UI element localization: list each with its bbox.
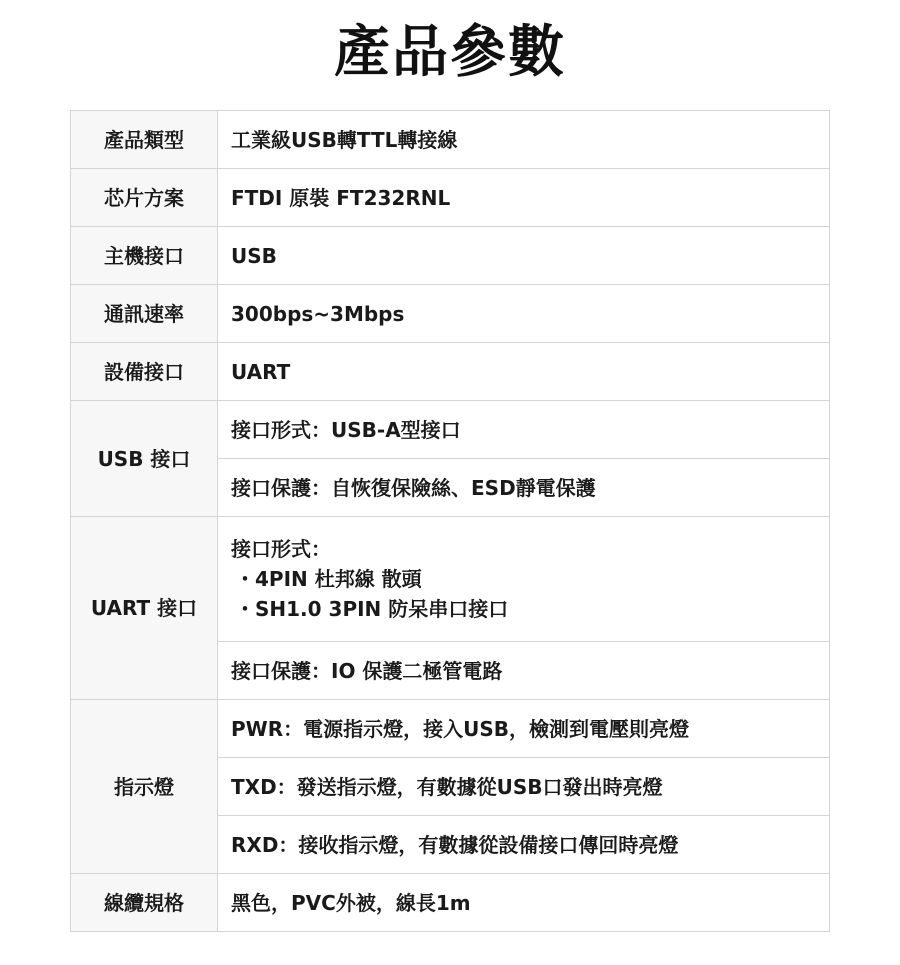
page-title: 產品參數	[334, 20, 566, 85]
table-row	[71, 874, 830, 932]
row-label: 通訊速率	[71, 285, 218, 343]
row-label: USB 接口	[71, 401, 218, 517]
uart-form-title: 接口形式：	[231, 537, 331, 561]
uart-form-item: ・SH1.0 3PIN 防呆串口接口	[235, 597, 509, 621]
table-row	[71, 111, 830, 169]
uart-form-item: ・4PIN 杜邦線 散頭	[235, 567, 422, 591]
table-row	[71, 343, 830, 401]
row-value: 接口保護：自恢復保險絲、ESD靜電保護	[218, 459, 830, 517]
row-label: 產品類型	[71, 111, 218, 169]
table-row	[71, 227, 830, 285]
row-value	[218, 517, 830, 642]
row-value: FTDI 原裝 FT232RNL	[218, 169, 830, 227]
row-label: UART 接口	[71, 517, 218, 700]
row-label: 芯片方案	[71, 169, 218, 227]
row-label: 線纜規格	[71, 874, 218, 932]
row-value: 300bps~3Mbps	[218, 285, 830, 343]
row-value: PWR：電源指示燈，接入USB，檢測到電壓則亮燈	[218, 700, 830, 758]
table-row	[71, 169, 830, 227]
row-value: USB	[218, 227, 830, 285]
row-value: 接口保護：IO 保護二極管電路	[218, 642, 830, 700]
row-label: 指示燈	[71, 700, 218, 874]
row-label: 設備接口	[71, 343, 218, 401]
table-row	[71, 517, 830, 642]
row-value: 工業級USB轉TTL轉接線	[218, 111, 830, 169]
table-row	[71, 285, 830, 343]
spec-table	[70, 110, 830, 932]
row-label: 主機接口	[71, 227, 218, 285]
table-row	[71, 401, 830, 459]
row-value: 黑色，PVC外被，線長1m	[218, 874, 830, 932]
row-value: TXD：發送指示燈，有數據從USB口發出時亮燈	[218, 758, 830, 816]
row-value: UART	[218, 343, 830, 401]
row-value: RXD：接收指示燈，有數據從設備接口傳回時亮燈	[218, 816, 830, 874]
table-row	[71, 700, 830, 758]
row-value: 接口形式：USB-A型接口	[218, 401, 830, 459]
